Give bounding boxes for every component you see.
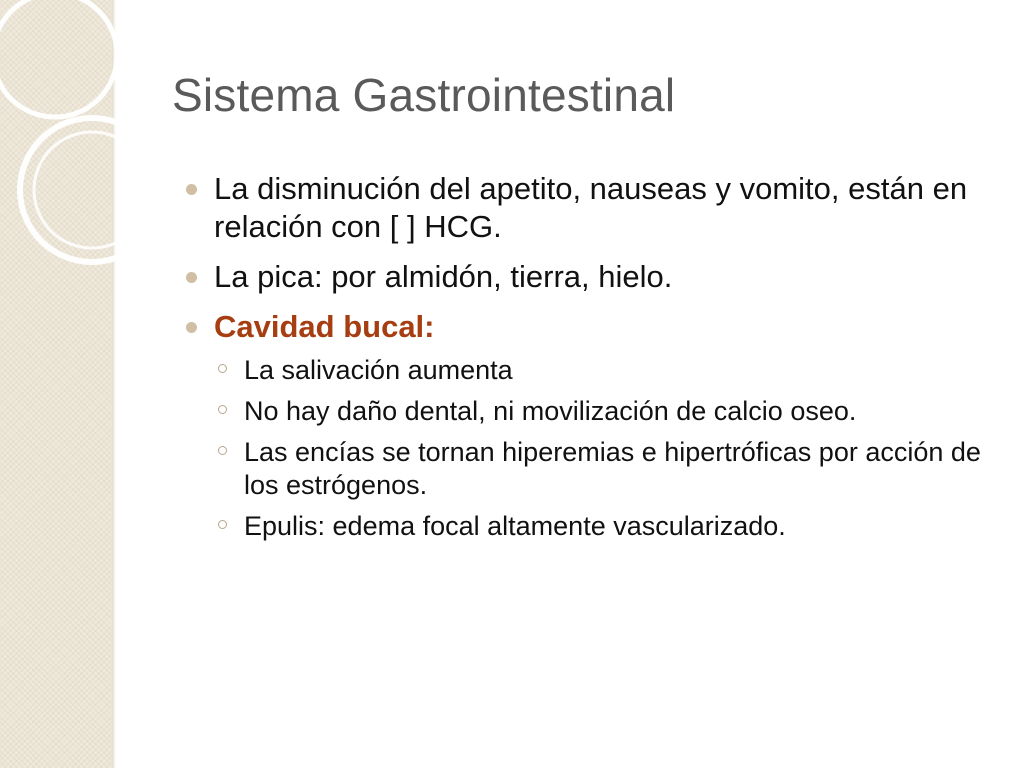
sub-bullet-encias (186, 436, 986, 502)
sub-bullet-text: No hay daño dental, ni movilización de calcio oseo. (244, 396, 857, 426)
filled-circle-bullet-icon (186, 184, 197, 195)
hollow-circle-bullet-icon (218, 446, 227, 455)
bullet-text: La disminución del apetito, nauseas y vomito, están en relación con [ ] HCG. (214, 171, 968, 244)
sub-bullet-text: Las encías se tornan hiperemias e hipertróficas por acción de los estrógenos. (244, 437, 981, 500)
slide-title: Sistema Gastrointestinal (172, 69, 676, 121)
bullet-pica (186, 258, 986, 296)
hollow-circle-bullet-icon (218, 364, 227, 373)
sub-bullet-text: La salivación aumenta (244, 355, 513, 385)
hollow-circle-bullet-icon (218, 405, 227, 414)
sub-bullet-epulis (186, 510, 986, 543)
sub-bullet-dano-dental (186, 395, 986, 428)
bullet-appetite (186, 170, 986, 246)
bullet-cavidad-bucal (186, 308, 986, 346)
hollow-circle-bullet-icon (218, 520, 227, 529)
filled-circle-bullet-icon (186, 272, 197, 283)
sub-bullet-text: Epulis: edema focal altamente vascularizado. (244, 511, 786, 541)
filled-circle-bullet-icon (186, 322, 197, 333)
sub-bullet-salivacion (186, 354, 986, 387)
bullet-text: Cavidad bucal: (214, 309, 435, 344)
bullet-text: La pica: por almidón, tierra, hielo. (214, 259, 673, 294)
concentric-rings-icon (0, 0, 140, 320)
slide-content (186, 170, 986, 551)
